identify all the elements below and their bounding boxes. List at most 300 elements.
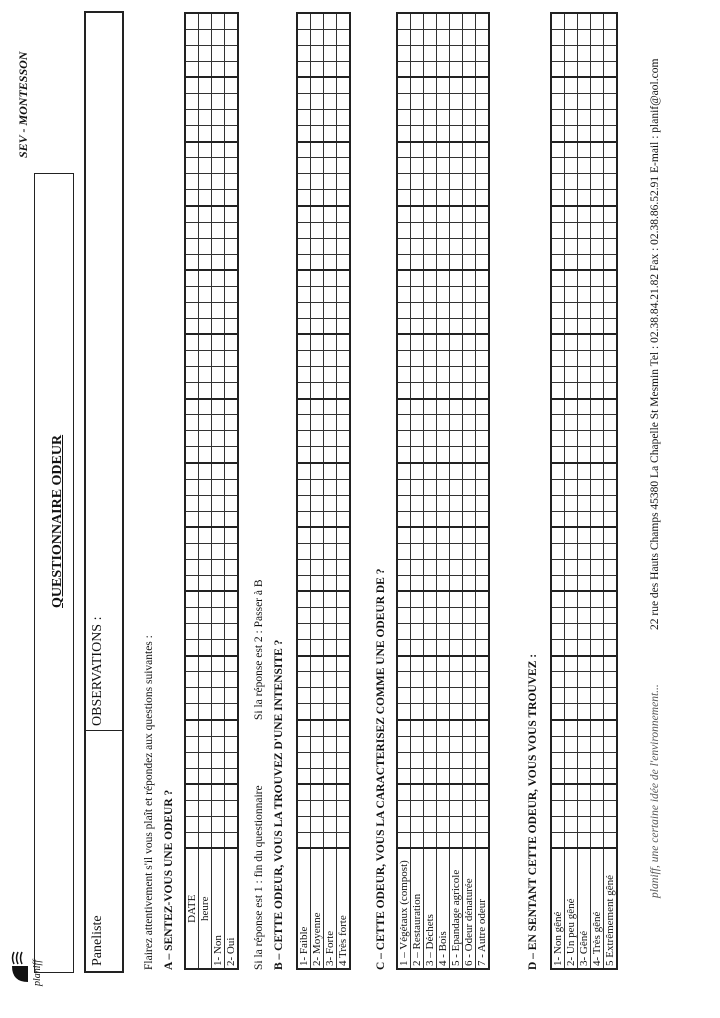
answer-cell[interactable] (311, 736, 324, 752)
answer-cell[interactable] (411, 351, 424, 367)
answer-cell[interactable] (212, 495, 225, 511)
answer-cell[interactable] (185, 447, 199, 463)
answer-cell[interactable] (311, 126, 324, 142)
answer-cell[interactable] (437, 575, 450, 591)
answer-cell[interactable] (397, 222, 411, 238)
answer-cell[interactable] (311, 720, 324, 736)
answer-cell[interactable] (311, 511, 324, 527)
answer-cell[interactable] (463, 704, 476, 720)
answer-cell[interactable] (450, 800, 463, 816)
answer-cell[interactable] (551, 174, 565, 190)
answer-cell[interactable] (565, 575, 578, 591)
answer-cell[interactable] (324, 495, 337, 511)
answer-cell[interactable] (297, 511, 311, 527)
answer-cell[interactable] (411, 736, 424, 752)
answer-cell[interactable] (551, 29, 565, 45)
answer-cell[interactable] (437, 45, 450, 61)
answer-cell[interactable] (463, 672, 476, 688)
answer-cell[interactable] (565, 784, 578, 800)
answer-cell[interactable] (397, 608, 411, 624)
answer-cell[interactable] (212, 78, 225, 94)
answer-cell[interactable] (604, 351, 618, 367)
answer-cell[interactable] (437, 736, 450, 752)
answer-cell[interactable] (578, 238, 591, 254)
answer-cell[interactable] (476, 431, 490, 447)
answer-cell[interactable] (450, 61, 463, 77)
answer-cell[interactable] (411, 270, 424, 286)
answer-cell[interactable] (476, 399, 490, 415)
answer-cell[interactable] (411, 238, 424, 254)
answer-cell[interactable] (578, 463, 591, 479)
answer-cell[interactable] (578, 752, 591, 768)
answer-cell[interactable] (591, 479, 604, 495)
answer-cell[interactable] (604, 61, 618, 77)
answer-cell[interactable] (578, 383, 591, 399)
answer-cell[interactable] (551, 142, 565, 158)
answer-cell[interactable] (185, 527, 199, 543)
answer-cell[interactable] (463, 158, 476, 174)
answer-cell[interactable] (578, 222, 591, 238)
answer-cell[interactable] (225, 624, 239, 640)
answer-cell[interactable] (324, 174, 337, 190)
answer-cell[interactable] (604, 656, 618, 672)
answer-cell[interactable] (476, 335, 490, 351)
answer-cell[interactable] (185, 78, 199, 94)
answer-cell[interactable] (424, 13, 437, 29)
answer-cell[interactable] (437, 431, 450, 447)
answer-cell[interactable] (591, 415, 604, 431)
answer-cell[interactable] (604, 29, 618, 45)
answer-cell[interactable] (476, 383, 490, 399)
answer-cell[interactable] (463, 736, 476, 752)
answer-cell[interactable] (397, 206, 411, 222)
answer-cell[interactable] (199, 495, 212, 511)
answer-cell[interactable] (591, 672, 604, 688)
answer-cell[interactable] (551, 431, 565, 447)
answer-cell[interactable] (551, 624, 565, 640)
answer-cell[interactable] (424, 238, 437, 254)
answer-cell[interactable] (463, 351, 476, 367)
answer-cell[interactable] (411, 479, 424, 495)
answer-cell[interactable] (463, 592, 476, 608)
answer-cell[interactable] (424, 559, 437, 575)
answer-cell[interactable] (311, 479, 324, 495)
answer-cell[interactable] (297, 479, 311, 495)
answer-cell[interactable] (225, 431, 239, 447)
answer-cell[interactable] (225, 142, 239, 158)
answer-cell[interactable] (476, 656, 490, 672)
answer-cell[interactable] (578, 592, 591, 608)
answer-cell[interactable] (199, 543, 212, 559)
answer-cell[interactable] (604, 672, 618, 688)
answer-cell[interactable] (324, 270, 337, 286)
answer-cell[interactable] (397, 78, 411, 94)
answer-cell[interactable] (297, 335, 311, 351)
answer-cell[interactable] (297, 399, 311, 415)
answer-cell[interactable] (437, 559, 450, 575)
answer-cell[interactable] (578, 158, 591, 174)
answer-cell[interactable] (337, 318, 351, 334)
answer-cell[interactable] (297, 736, 311, 752)
answer-cell[interactable] (185, 254, 199, 270)
answer-cell[interactable] (225, 800, 239, 816)
answer-cell[interactable] (185, 832, 199, 848)
answer-cell[interactable] (551, 447, 565, 463)
answer-cell[interactable] (324, 640, 337, 656)
answer-cell[interactable] (604, 45, 618, 61)
answer-cell[interactable] (185, 110, 199, 126)
answer-cell[interactable] (225, 45, 239, 61)
answer-cell[interactable] (397, 126, 411, 142)
answer-cell[interactable] (337, 238, 351, 254)
answer-cell[interactable] (437, 784, 450, 800)
answer-cell[interactable] (578, 559, 591, 575)
answer-cell[interactable] (476, 575, 490, 591)
answer-cell[interactable] (212, 431, 225, 447)
answer-cell[interactable] (397, 624, 411, 640)
answer-cell[interactable] (551, 367, 565, 383)
answer-cell[interactable] (324, 784, 337, 800)
answer-cell[interactable] (424, 222, 437, 238)
answer-cell[interactable] (604, 736, 618, 752)
answer-cell[interactable] (397, 94, 411, 110)
answer-cell[interactable] (397, 511, 411, 527)
answer-cell[interactable] (397, 61, 411, 77)
answer-cell[interactable] (604, 495, 618, 511)
answer-cell[interactable] (476, 752, 490, 768)
answer-cell[interactable] (199, 318, 212, 334)
answer-cell[interactable] (225, 254, 239, 270)
answer-cell[interactable] (551, 415, 565, 431)
answer-cell[interactable] (212, 672, 225, 688)
answer-cell[interactable] (337, 832, 351, 848)
answer-cell[interactable] (199, 222, 212, 238)
answer-cell[interactable] (311, 367, 324, 383)
answer-cell[interactable] (424, 302, 437, 318)
answer-cell[interactable] (337, 495, 351, 511)
answer-cell[interactable] (225, 640, 239, 656)
answer-cell[interactable] (185, 94, 199, 110)
answer-cell[interactable] (311, 640, 324, 656)
answer-cell[interactable] (199, 720, 212, 736)
answer-cell[interactable] (225, 527, 239, 543)
answer-cell[interactable] (591, 624, 604, 640)
answer-cell[interactable] (297, 559, 311, 575)
answer-cell[interactable] (397, 672, 411, 688)
answer-cell[interactable] (591, 254, 604, 270)
answer-cell[interactable] (411, 816, 424, 832)
answer-cell[interactable] (476, 142, 490, 158)
answer-cell[interactable] (604, 608, 618, 624)
answer-cell[interactable] (591, 832, 604, 848)
answer-cell[interactable] (324, 447, 337, 463)
answer-cell[interactable] (297, 78, 311, 94)
answer-cell[interactable] (551, 816, 565, 832)
answer-cell[interactable] (591, 126, 604, 142)
answer-cell[interactable] (337, 190, 351, 206)
answer-cell[interactable] (578, 575, 591, 591)
answer-cell[interactable] (437, 592, 450, 608)
answer-cell[interactable] (311, 318, 324, 334)
answer-cell[interactable] (225, 608, 239, 624)
answer-cell[interactable] (199, 270, 212, 286)
answer-cell[interactable] (324, 13, 337, 29)
answer-cell[interactable] (463, 511, 476, 527)
answer-cell[interactable] (463, 190, 476, 206)
answer-cell[interactable] (424, 656, 437, 672)
answer-cell[interactable] (185, 126, 199, 142)
answer-cell[interactable] (337, 624, 351, 640)
answer-cell[interactable] (450, 383, 463, 399)
answer-cell[interactable] (450, 318, 463, 334)
answer-cell[interactable] (212, 768, 225, 784)
answer-cell[interactable] (185, 720, 199, 736)
answer-cell[interactable] (450, 495, 463, 511)
answer-cell[interactable] (604, 94, 618, 110)
answer-cell[interactable] (397, 13, 411, 29)
answer-cell[interactable] (297, 495, 311, 511)
answer-cell[interactable] (199, 640, 212, 656)
answer-cell[interactable] (424, 383, 437, 399)
answer-cell[interactable] (324, 768, 337, 784)
answer-cell[interactable] (551, 720, 565, 736)
answer-cell[interactable] (397, 158, 411, 174)
answer-cell[interactable] (324, 592, 337, 608)
answer-cell[interactable] (324, 736, 337, 752)
answer-cell[interactable] (337, 174, 351, 190)
answer-cell[interactable] (324, 575, 337, 591)
answer-cell[interactable] (604, 383, 618, 399)
answer-cell[interactable] (578, 13, 591, 29)
answer-cell[interactable] (337, 816, 351, 832)
answer-cell[interactable] (212, 511, 225, 527)
answer-cell[interactable] (212, 656, 225, 672)
answer-cell[interactable] (297, 110, 311, 126)
answer-cell[interactable] (212, 254, 225, 270)
answer-cell[interactable] (551, 13, 565, 29)
answer-cell[interactable] (411, 720, 424, 736)
answer-cell[interactable] (411, 784, 424, 800)
answer-cell[interactable] (337, 78, 351, 94)
answer-cell[interactable] (225, 383, 239, 399)
answer-cell[interactable] (212, 527, 225, 543)
answer-cell[interactable] (463, 94, 476, 110)
answer-cell[interactable] (337, 29, 351, 45)
answer-cell[interactable] (185, 174, 199, 190)
answer-cell[interactable] (397, 495, 411, 511)
answer-cell[interactable] (212, 367, 225, 383)
answer-cell[interactable] (565, 559, 578, 575)
answer-cell[interactable] (591, 575, 604, 591)
answer-cell[interactable] (450, 126, 463, 142)
answer-cell[interactable] (324, 142, 337, 158)
answer-cell[interactable] (225, 816, 239, 832)
answer-cell[interactable] (450, 832, 463, 848)
answer-cell[interactable] (185, 704, 199, 720)
answer-cell[interactable] (225, 495, 239, 511)
answer-cell[interactable] (411, 126, 424, 142)
answer-cell[interactable] (199, 78, 212, 94)
answer-cell[interactable] (297, 13, 311, 29)
answer-cell[interactable] (311, 286, 324, 302)
answer-cell[interactable] (565, 608, 578, 624)
answer-cell[interactable] (424, 399, 437, 415)
answer-cell[interactable] (450, 399, 463, 415)
answer-cell[interactable] (297, 431, 311, 447)
answer-cell[interactable] (324, 704, 337, 720)
answer-cell[interactable] (411, 206, 424, 222)
answer-cell[interactable] (185, 784, 199, 800)
answer-cell[interactable] (297, 543, 311, 559)
answer-cell[interactable] (337, 158, 351, 174)
answer-cell[interactable] (337, 142, 351, 158)
answer-cell[interactable] (578, 527, 591, 543)
answer-cell[interactable] (437, 94, 450, 110)
answer-cell[interactable] (199, 302, 212, 318)
answer-cell[interactable] (337, 351, 351, 367)
answer-cell[interactable] (311, 222, 324, 238)
answer-cell[interactable] (437, 640, 450, 656)
answer-cell[interactable] (565, 270, 578, 286)
answer-cell[interactable] (185, 238, 199, 254)
answer-cell[interactable] (437, 672, 450, 688)
answer-cell[interactable] (450, 816, 463, 832)
answer-cell[interactable] (324, 222, 337, 238)
answer-cell[interactable] (397, 190, 411, 206)
answer-cell[interactable] (578, 704, 591, 720)
answer-cell[interactable] (199, 399, 212, 415)
answer-cell[interactable] (212, 784, 225, 800)
answer-cell[interactable] (476, 768, 490, 784)
answer-cell[interactable] (311, 575, 324, 591)
answer-cell[interactable] (311, 624, 324, 640)
answer-cell[interactable] (311, 78, 324, 94)
answer-cell[interactable] (199, 511, 212, 527)
answer-cell[interactable] (185, 624, 199, 640)
answer-cell[interactable] (604, 592, 618, 608)
answer-cell[interactable] (311, 608, 324, 624)
answer-cell[interactable] (463, 559, 476, 575)
answer-cell[interactable] (565, 238, 578, 254)
answer-cell[interactable] (450, 447, 463, 463)
answer-cell[interactable] (551, 704, 565, 720)
answer-cell[interactable] (424, 640, 437, 656)
answer-cell[interactable] (565, 78, 578, 94)
answer-cell[interactable] (578, 174, 591, 190)
answer-cell[interactable] (212, 126, 225, 142)
answer-cell[interactable] (212, 238, 225, 254)
answer-cell[interactable] (397, 238, 411, 254)
answer-cell[interactable] (297, 270, 311, 286)
answer-cell[interactable] (411, 45, 424, 61)
answer-cell[interactable] (565, 592, 578, 608)
answer-cell[interactable] (411, 688, 424, 704)
answer-cell[interactable] (212, 335, 225, 351)
answer-cell[interactable] (437, 688, 450, 704)
answer-cell[interactable] (311, 800, 324, 816)
answer-cell[interactable] (551, 608, 565, 624)
answer-cell[interactable] (337, 800, 351, 816)
answer-cell[interactable] (212, 383, 225, 399)
answer-cell[interactable] (437, 61, 450, 77)
answer-cell[interactable] (476, 527, 490, 543)
answer-cell[interactable] (450, 335, 463, 351)
answer-cell[interactable] (337, 463, 351, 479)
answer-cell[interactable] (551, 383, 565, 399)
answer-cell[interactable] (337, 784, 351, 800)
answer-cell[interactable] (337, 431, 351, 447)
answer-cell[interactable] (324, 479, 337, 495)
answer-cell[interactable] (591, 543, 604, 559)
answer-cell[interactable] (604, 142, 618, 158)
answer-cell[interactable] (578, 126, 591, 142)
answer-cell[interactable] (225, 174, 239, 190)
answer-cell[interactable] (225, 302, 239, 318)
answer-cell[interactable] (578, 61, 591, 77)
answer-cell[interactable] (411, 640, 424, 656)
answer-cell[interactable] (199, 624, 212, 640)
answer-cell[interactable] (397, 110, 411, 126)
answer-cell[interactable] (225, 688, 239, 704)
answer-cell[interactable] (476, 78, 490, 94)
answer-cell[interactable] (397, 656, 411, 672)
answer-cell[interactable] (424, 447, 437, 463)
answer-cell[interactable] (463, 447, 476, 463)
answer-cell[interactable] (337, 399, 351, 415)
answer-cell[interactable] (578, 399, 591, 415)
answer-cell[interactable] (604, 335, 618, 351)
answer-cell[interactable] (551, 463, 565, 479)
answer-cell[interactable] (424, 479, 437, 495)
answer-cell[interactable] (397, 351, 411, 367)
answer-cell[interactable] (225, 29, 239, 45)
answer-cell[interactable] (551, 479, 565, 495)
answer-cell[interactable] (437, 543, 450, 559)
answer-cell[interactable] (591, 559, 604, 575)
answer-cell[interactable] (212, 206, 225, 222)
answer-cell[interactable] (437, 415, 450, 431)
answer-cell[interactable] (225, 463, 239, 479)
answer-cell[interactable] (225, 351, 239, 367)
answer-cell[interactable] (424, 206, 437, 222)
answer-cell[interactable] (578, 447, 591, 463)
answer-cell[interactable] (450, 415, 463, 431)
answer-cell[interactable] (450, 463, 463, 479)
answer-cell[interactable] (565, 174, 578, 190)
answer-cell[interactable] (476, 543, 490, 559)
answer-cell[interactable] (565, 61, 578, 77)
answer-cell[interactable] (565, 656, 578, 672)
answer-cell[interactable] (437, 367, 450, 383)
answer-cell[interactable] (591, 752, 604, 768)
answer-cell[interactable] (337, 672, 351, 688)
answer-cell[interactable] (591, 190, 604, 206)
answer-cell[interactable] (437, 447, 450, 463)
answer-cell[interactable] (185, 367, 199, 383)
answer-cell[interactable] (337, 61, 351, 77)
answer-cell[interactable] (450, 624, 463, 640)
answer-cell[interactable] (604, 511, 618, 527)
answer-cell[interactable] (437, 190, 450, 206)
answer-cell[interactable] (185, 351, 199, 367)
answer-cell[interactable] (297, 527, 311, 543)
answer-cell[interactable] (297, 142, 311, 158)
answer-cell[interactable] (411, 222, 424, 238)
answer-cell[interactable] (450, 174, 463, 190)
answer-cell[interactable] (397, 784, 411, 800)
answer-cell[interactable] (337, 383, 351, 399)
answer-cell[interactable] (337, 302, 351, 318)
